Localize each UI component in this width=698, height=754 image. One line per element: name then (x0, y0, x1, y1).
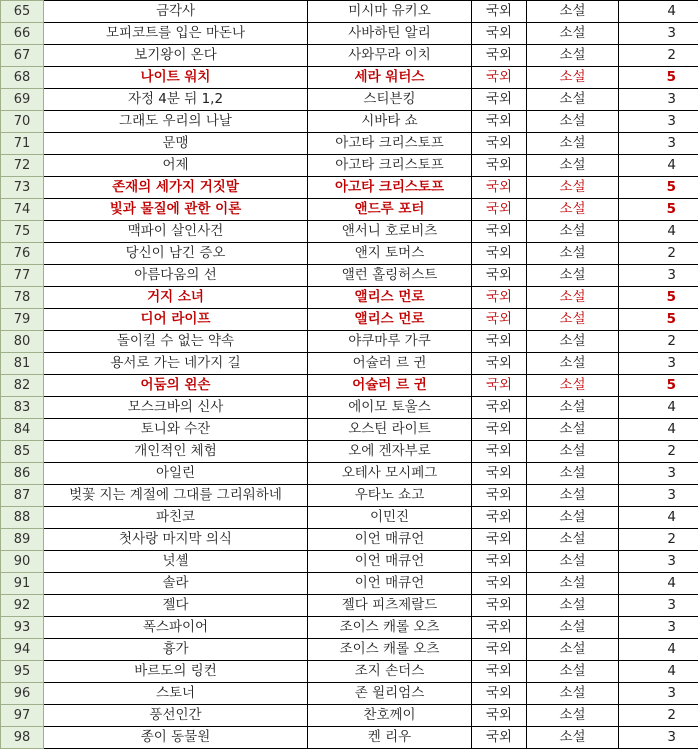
cell-title[interactable]: 아일린 (44, 463, 308, 485)
cell-region[interactable]: 국외 (472, 727, 527, 749)
cell-region[interactable]: 국외 (472, 485, 527, 507)
cell-genre[interactable]: 소설 (527, 727, 619, 749)
cell-region[interactable]: 국외 (472, 397, 527, 419)
cell-author[interactable]: 앤드루 포터 (308, 199, 472, 221)
cell-author[interactable]: 사와무라 이치 (308, 45, 472, 67)
spreadsheet-body (1, 1, 698, 749)
cell-rating[interactable]: 4 (619, 419, 698, 441)
cell-title[interactable]: 벚꽃 지는 계절에 그대를 그리워하네 (44, 485, 308, 507)
cell-region[interactable]: 국외 (472, 265, 527, 287)
cell-rating[interactable]: 2 (619, 441, 698, 463)
cell-author[interactable]: 아고타 크리스토프 (308, 177, 472, 199)
cell-title[interactable]: 첫사랑 마지막 의식 (44, 529, 308, 551)
cell-author[interactable]: 앨런 홀링허스트 (308, 265, 472, 287)
cell-rating[interactable]: 2 (619, 331, 698, 353)
cell-region[interactable]: 국외 (472, 199, 527, 221)
table-row (1, 683, 698, 705)
cell-region[interactable]: 국외 (472, 221, 527, 243)
table-row (1, 177, 698, 199)
table-row (1, 309, 698, 331)
cell-genre[interactable]: 소설 (527, 375, 619, 397)
cell-genre[interactable]: 소설 (527, 67, 619, 89)
row-number: 74 (1, 199, 44, 221)
cell-title[interactable]: 흉가 (44, 639, 308, 661)
cell-author[interactable]: 이언 매큐언 (308, 529, 472, 551)
cell-genre[interactable]: 소설 (527, 199, 619, 221)
cell-rating[interactable]: 4 (619, 397, 698, 419)
row-number: 65 (1, 1, 44, 23)
cell-region[interactable]: 국외 (472, 573, 527, 595)
cell-genre[interactable]: 소설 (527, 705, 619, 727)
table-row (1, 595, 698, 617)
cell-region[interactable]: 국외 (472, 507, 527, 529)
cell-rating[interactable]: 5 (619, 287, 698, 309)
cell-region[interactable]: 국외 (472, 1, 527, 23)
table-row (1, 573, 698, 595)
cell-author[interactable]: 찬호께이 (308, 705, 472, 727)
cell-rating[interactable]: 3 (619, 551, 698, 573)
cell-genre[interactable]: 소설 (527, 485, 619, 507)
table-row (1, 419, 698, 441)
cell-region[interactable]: 국외 (472, 353, 527, 375)
cell-rating[interactable]: 2 (619, 45, 698, 67)
row-number: 90 (1, 551, 44, 573)
cell-rating[interactable]: 3 (619, 463, 698, 485)
cell-author[interactable]: 세라 워터스 (308, 67, 472, 89)
cell-rating[interactable]: 4 (619, 1, 698, 23)
table-row (1, 353, 698, 375)
cell-rating[interactable]: 5 (619, 177, 698, 199)
cell-author[interactable]: 어슐러 르 귄 (308, 353, 472, 375)
cell-region[interactable]: 국외 (472, 67, 527, 89)
row-number: 70 (1, 111, 44, 133)
cell-rating[interactable]: 3 (619, 23, 698, 45)
cell-rating[interactable]: 3 (619, 683, 698, 705)
row-number: 68 (1, 67, 44, 89)
cell-genre[interactable]: 소설 (527, 287, 619, 309)
cell-region[interactable]: 국외 (472, 23, 527, 45)
row-number: 86 (1, 463, 44, 485)
cell-genre[interactable]: 소설 (527, 639, 619, 661)
cell-genre[interactable]: 소설 (527, 243, 619, 265)
cell-genre[interactable]: 소설 (527, 397, 619, 419)
cell-genre[interactable]: 소설 (527, 617, 619, 639)
cell-genre[interactable]: 소설 (527, 683, 619, 705)
cell-region[interactable]: 국외 (472, 419, 527, 441)
table-row (1, 133, 698, 155)
cell-region[interactable]: 국외 (472, 705, 527, 727)
row-number: 88 (1, 507, 44, 529)
cell-author[interactable]: 어슐러 르 귄 (308, 375, 472, 397)
cell-genre[interactable]: 소설 (527, 309, 619, 331)
cell-title[interactable]: 존재의 세가지 거짓말 (44, 177, 308, 199)
row-number: 72 (1, 155, 44, 177)
table-row (1, 45, 698, 67)
cell-rating[interactable]: 5 (619, 199, 698, 221)
cell-region[interactable]: 국외 (472, 441, 527, 463)
cell-rating[interactable]: 5 (619, 309, 698, 331)
cell-title[interactable]: 스토너 (44, 683, 308, 705)
row-number: 98 (1, 727, 44, 749)
cell-title[interactable]: 토니와 수잔 (44, 419, 308, 441)
cell-rating[interactable]: 5 (619, 67, 698, 89)
cell-region[interactable]: 국외 (472, 617, 527, 639)
cell-region[interactable]: 국외 (472, 331, 527, 353)
cell-author[interactable]: 앤지 토머스 (308, 243, 472, 265)
cell-region[interactable]: 국외 (472, 551, 527, 573)
cell-region[interactable]: 국외 (472, 595, 527, 617)
cell-rating[interactable]: 2 (619, 705, 698, 727)
cell-region[interactable]: 국외 (472, 177, 527, 199)
table-row (1, 463, 698, 485)
cell-genre[interactable]: 소설 (527, 529, 619, 551)
table-row (1, 1, 698, 23)
cell-title[interactable]: 나이트 워치 (44, 67, 308, 89)
cell-genre[interactable]: 소설 (527, 23, 619, 45)
cell-title[interactable]: 빛과 물질에 관한 이론 (44, 199, 308, 221)
row-number: 83 (1, 397, 44, 419)
cell-title[interactable]: 종이 동물원 (44, 727, 308, 749)
table-row (1, 485, 698, 507)
cell-rating[interactable]: 3 (619, 617, 698, 639)
cell-author[interactable]: 오스틴 라이트 (308, 419, 472, 441)
table-row (1, 705, 698, 727)
cell-region[interactable]: 국외 (472, 661, 527, 683)
cell-author[interactable]: 앨리스 먼로 (308, 309, 472, 331)
cell-region[interactable]: 국외 (472, 287, 527, 309)
cell-rating[interactable]: 4 (619, 573, 698, 595)
cell-genre[interactable]: 소설 (527, 221, 619, 243)
cell-title[interactable]: 넛셸 (44, 551, 308, 573)
cell-title[interactable]: 파친코 (44, 507, 308, 529)
row-number: 77 (1, 265, 44, 287)
cell-author[interactable]: 오에 겐자부로 (308, 441, 472, 463)
cell-author[interactable]: 아고타 크리스토프 (308, 133, 472, 155)
cell-author[interactable]: 스티븐킹 (308, 89, 472, 111)
cell-title[interactable]: 맥파이 살인사건 (44, 221, 308, 243)
cell-rating[interactable]: 3 (619, 89, 698, 111)
row-number: 96 (1, 683, 44, 705)
row-number: 78 (1, 287, 44, 309)
row-number: 71 (1, 133, 44, 155)
cell-genre[interactable]: 소설 (527, 45, 619, 67)
cell-title[interactable]: 어제 (44, 155, 308, 177)
table-row (1, 287, 698, 309)
cell-genre[interactable]: 소설 (527, 463, 619, 485)
cell-region[interactable]: 국외 (472, 309, 527, 331)
cell-genre[interactable]: 소설 (527, 177, 619, 199)
table-row (1, 507, 698, 529)
cell-genre[interactable]: 소설 (527, 133, 619, 155)
cell-rating[interactable]: 3 (619, 727, 698, 749)
cell-region[interactable]: 국외 (472, 45, 527, 67)
cell-title[interactable]: 금각사 (44, 1, 308, 23)
row-number: 94 (1, 639, 44, 661)
table-row (1, 67, 698, 89)
cell-title[interactable]: 자정 4분 뒤 1,2 (44, 89, 308, 111)
cell-author[interactable]: 오테사 모시페그 (308, 463, 472, 485)
row-number: 69 (1, 89, 44, 111)
row-number: 82 (1, 375, 44, 397)
table-row (1, 397, 698, 419)
cell-title[interactable]: 어둠의 왼손 (44, 375, 308, 397)
row-number: 95 (1, 661, 44, 683)
table-row (1, 661, 698, 683)
cell-genre[interactable]: 소설 (527, 661, 619, 683)
table-row (1, 639, 698, 661)
row-number: 76 (1, 243, 44, 265)
cell-rating[interactable]: 3 (619, 133, 698, 155)
table-row (1, 199, 698, 221)
cell-title[interactable]: 용서로 가는 네가지 길 (44, 353, 308, 375)
cell-author[interactable]: 야쿠마루 가쿠 (308, 331, 472, 353)
cell-genre[interactable]: 소설 (527, 265, 619, 287)
cell-region[interactable]: 국외 (472, 463, 527, 485)
cell-region[interactable]: 국외 (472, 375, 527, 397)
cell-rating[interactable]: 3 (619, 485, 698, 507)
cell-title[interactable]: 디어 라이프 (44, 309, 308, 331)
row-number: 92 (1, 595, 44, 617)
cell-rating[interactable]: 5 (619, 375, 698, 397)
cell-title[interactable]: 문맹 (44, 133, 308, 155)
cell-region[interactable]: 국외 (472, 243, 527, 265)
cell-genre[interactable]: 소설 (527, 419, 619, 441)
row-number: 84 (1, 419, 44, 441)
cell-rating[interactable]: 2 (619, 243, 698, 265)
cell-rating[interactable]: 4 (619, 661, 698, 683)
cell-genre[interactable]: 소설 (527, 89, 619, 111)
cell-rating[interactable]: 4 (619, 221, 698, 243)
cell-rating[interactable]: 4 (619, 155, 698, 177)
cell-genre[interactable]: 소설 (527, 155, 619, 177)
cell-title[interactable]: 바르도의 링컨 (44, 661, 308, 683)
table-row (1, 331, 698, 353)
cell-region[interactable]: 국외 (472, 111, 527, 133)
cell-title[interactable]: 모피코트를 입은 마돈나 (44, 23, 308, 45)
row-number: 89 (1, 529, 44, 551)
table-row (1, 23, 698, 45)
cell-title[interactable]: 아름다움의 선 (44, 265, 308, 287)
cell-author[interactable]: 아고타 크리스토프 (308, 155, 472, 177)
table-row (1, 155, 698, 177)
cell-region[interactable]: 국외 (472, 529, 527, 551)
table-row (1, 617, 698, 639)
cell-author[interactable]: 이언 매큐언 (308, 573, 472, 595)
table-row (1, 375, 698, 397)
cell-title[interactable]: 돌이킬 수 없는 약속 (44, 331, 308, 353)
cell-author[interactable]: 젤다 피츠제랄드 (308, 595, 472, 617)
cell-genre[interactable]: 소설 (527, 573, 619, 595)
table-row (1, 89, 698, 111)
row-number: 97 (1, 705, 44, 727)
cell-author[interactable]: 시바타 쇼 (308, 111, 472, 133)
cell-title[interactable]: 폭스파이어 (44, 617, 308, 639)
table-row (1, 727, 698, 749)
cell-genre[interactable]: 소설 (527, 111, 619, 133)
cell-author[interactable]: 미시마 유키오 (308, 1, 472, 23)
row-number: 79 (1, 309, 44, 331)
table-row (1, 265, 698, 287)
cell-title[interactable]: 젤다 (44, 595, 308, 617)
cell-genre[interactable]: 소설 (527, 1, 619, 23)
row-number: 91 (1, 573, 44, 595)
row-number: 75 (1, 221, 44, 243)
row-number: 87 (1, 485, 44, 507)
row-number: 73 (1, 177, 44, 199)
row-number: 66 (1, 23, 44, 45)
table-row (1, 551, 698, 573)
cell-author[interactable]: 조지 손더스 (308, 661, 472, 683)
cell-genre[interactable]: 소설 (527, 595, 619, 617)
cell-title[interactable]: 그래도 우리의 나날 (44, 111, 308, 133)
cell-author[interactable]: 조이스 캐롤 오츠 (308, 639, 472, 661)
cell-genre[interactable]: 소설 (527, 331, 619, 353)
cell-title[interactable]: 모스크바의 신사 (44, 397, 308, 419)
cell-region[interactable]: 국외 (472, 133, 527, 155)
table-row (1, 243, 698, 265)
cell-title[interactable]: 개인적인 체험 (44, 441, 308, 463)
cell-author[interactable]: 우타노 쇼고 (308, 485, 472, 507)
cell-genre[interactable]: 소설 (527, 441, 619, 463)
cell-rating[interactable]: 3 (619, 111, 698, 133)
cell-region[interactable]: 국외 (472, 155, 527, 177)
row-number: 93 (1, 617, 44, 639)
cell-genre[interactable]: 소설 (527, 507, 619, 529)
cell-title[interactable]: 당신이 남긴 증오 (44, 243, 308, 265)
cell-genre[interactable]: 소설 (527, 551, 619, 573)
cell-title[interactable]: 거지 소녀 (44, 287, 308, 309)
cell-title[interactable]: 풍선인간 (44, 705, 308, 727)
cell-region[interactable]: 국외 (472, 89, 527, 111)
table-row (1, 111, 698, 133)
cell-author[interactable]: 이언 매큐언 (308, 551, 472, 573)
row-number: 85 (1, 441, 44, 463)
cell-author[interactable]: 에이모 토울스 (308, 397, 472, 419)
cell-rating[interactable]: 4 (619, 507, 698, 529)
row-number: 81 (1, 353, 44, 375)
cell-author[interactable]: 존 윌리엄스 (308, 683, 472, 705)
cell-genre[interactable]: 소설 (527, 353, 619, 375)
cell-title[interactable]: 솔라 (44, 573, 308, 595)
cell-rating[interactable]: 3 (619, 595, 698, 617)
cell-author[interactable]: 조이스 캐롤 오츠 (308, 617, 472, 639)
table-row (1, 221, 698, 243)
cell-rating[interactable]: 3 (619, 353, 698, 375)
cell-region[interactable]: 국외 (472, 639, 527, 661)
table-row (1, 529, 698, 551)
row-number: 80 (1, 331, 44, 353)
cell-rating[interactable]: 4 (619, 639, 698, 661)
cell-author[interactable]: 사바하틴 알리 (308, 23, 472, 45)
cell-rating[interactable]: 2 (619, 529, 698, 551)
cell-region[interactable]: 국외 (472, 683, 527, 705)
table-row (1, 441, 698, 463)
cell-author[interactable]: 앤서니 호로비츠 (308, 221, 472, 243)
cell-author[interactable]: 앨리스 먼로 (308, 287, 472, 309)
row-number: 67 (1, 45, 44, 67)
cell-author[interactable]: 켄 리우 (308, 727, 472, 749)
cell-author[interactable]: 이민진 (308, 507, 472, 529)
cell-title[interactable]: 보기왕이 온다 (44, 45, 308, 67)
cell-rating[interactable]: 3 (619, 265, 698, 287)
